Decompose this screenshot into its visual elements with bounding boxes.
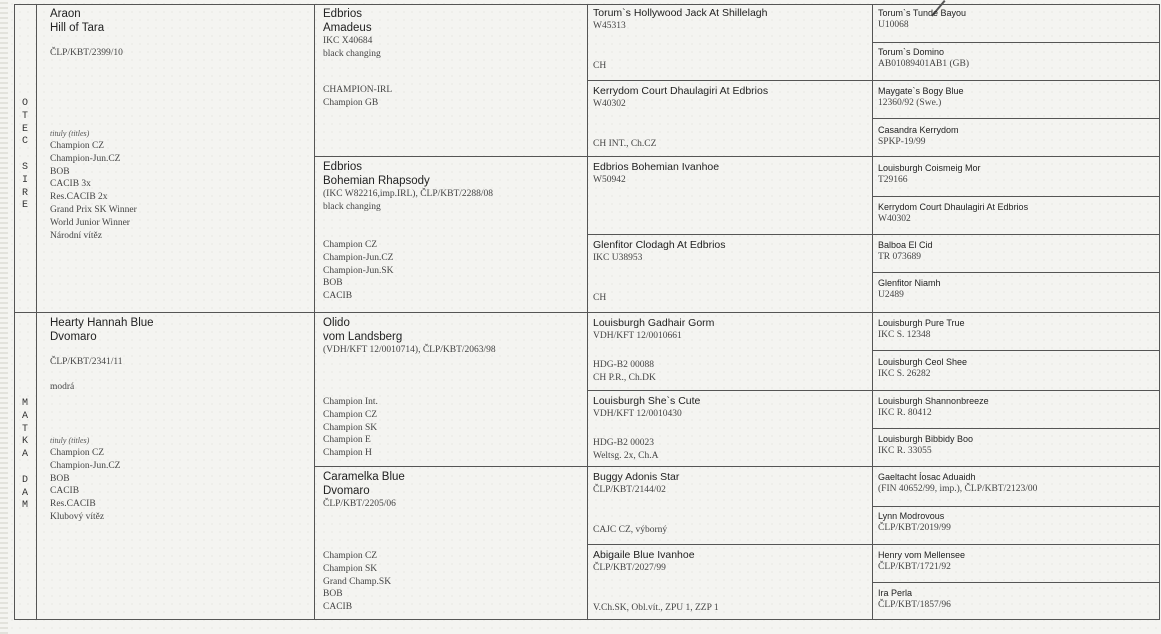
column-divider (36, 4, 37, 620)
dog-name: Edbrios Bohemian Ivanhoe (593, 161, 720, 173)
title-line: HDG-B2 00023 (593, 438, 654, 449)
ancestor-cell (878, 85, 1156, 110)
title-line: Champion CZ (50, 141, 105, 151)
row-divider (587, 390, 1160, 391)
row-divider (872, 42, 1160, 43)
title-line: CACIB 3x (50, 179, 91, 190)
row-divider (872, 582, 1160, 583)
title-line: Champion SK (323, 563, 378, 574)
dog-reg: IKC R. 80412 (878, 408, 932, 418)
great-grandparent-cell (593, 161, 869, 231)
great-grandparent-cell (593, 471, 869, 541)
dog-reg: ČLP/KBT/2027/99 (593, 563, 666, 573)
title-line: CACIB (323, 602, 353, 613)
column-divider (314, 4, 315, 620)
left-edge-decoration (0, 0, 8, 634)
dog-reg: VDH/KFT 12/0010661 (593, 331, 682, 341)
ancestor-cell (878, 239, 1156, 264)
dog-info: IKC X40684 (323, 36, 373, 46)
dog-reg: TR 073689 (878, 252, 922, 262)
title-line: BOB (323, 278, 343, 289)
grandparent-cell (323, 8, 583, 152)
dog-name: Kerrydom Court Dhaulagiri At Edbrios (593, 85, 769, 97)
title-line: Weltsg. 2x, Ch.A (593, 451, 659, 462)
dog-reg: W40302 (593, 99, 626, 109)
title-line: Champion H (323, 448, 372, 459)
dog-reg: IKC U38953 (593, 253, 643, 263)
row-divider (314, 156, 1160, 157)
dog-reg: ČLP/KBT/2019/99 (878, 523, 951, 533)
dog-name: Casandra Kerrydom (878, 125, 959, 135)
column-divider (872, 4, 873, 620)
dog-name: Louisburgh Ceol Shee (878, 357, 968, 367)
titles-label: tituly (titles) (50, 436, 90, 445)
title-line: CH INT., Ch.CZ (593, 139, 657, 150)
title-line: Champion CZ (323, 409, 378, 420)
dog-reg: 12360/92 (Swe.) (878, 98, 942, 108)
sire-reg: ČLP/KBT/2399/10 (50, 48, 123, 58)
ancestor-cell (878, 471, 1156, 496)
dog-reg: U10068 (878, 20, 909, 30)
title-line: Champion CZ (323, 551, 378, 561)
titles-label: tituly (titles) (50, 129, 90, 138)
title-line: CACIB (323, 291, 353, 302)
sire-side-label: O T E C S I R E (21, 98, 28, 212)
sire-name-line2: Hill of Tara (50, 21, 105, 34)
dog-name: Ira Perla (878, 588, 913, 598)
dog-reg: SPKP-19/99 (878, 137, 926, 147)
grandparent-cell (323, 317, 583, 463)
dog-reg: IKC S. 26282 (878, 369, 931, 379)
dog-name: Gaeltacht Íosac Aduaidh (878, 472, 976, 482)
dog-info: (VDH/KFT 12/0010714), ČLP/KBT/2063/98 (323, 345, 496, 355)
dog-name: Dvomaro (323, 484, 370, 497)
dog-name: Olido (323, 317, 350, 329)
dog-name: Lynn Modrovous (878, 511, 945, 521)
row-divider (587, 80, 1160, 81)
dog-name: Glenfitor Clodagh At Edbrios (593, 239, 726, 251)
ancestor-cell (878, 46, 1156, 71)
title-line: HDG-B2 00088 (593, 360, 654, 371)
dog-reg: ČLP/KBT/1721/92 (878, 562, 951, 572)
ancestor-cell (878, 510, 1156, 535)
row-divider (872, 350, 1160, 351)
dog-name: Louisburgh Coismeig Mor (878, 163, 981, 173)
title-line: V.Ch.SK, Obl.vít., ZPU 1, ZZP 1 (593, 603, 719, 614)
great-grandparent-cell (593, 395, 869, 465)
dog-reg: T29166 (878, 175, 908, 185)
title-line: CAJC CZ, výborný (593, 525, 668, 536)
dam-reg: ČLP/KBT/2341/11 (50, 357, 123, 367)
row-divider (872, 196, 1160, 197)
dog-reg: IKC R. 33055 (878, 446, 932, 456)
title-line: Champion-Jun.CZ (50, 153, 121, 164)
ancestor-cell (878, 549, 1156, 574)
title-line: CH P.R., Ch.DK (593, 373, 656, 384)
dog-info: (IKC W82216,imp.IRL), ČLP/KBT/2288/08 (323, 189, 494, 199)
title-line: Champion CZ (323, 240, 378, 250)
great-grandparent-cell (593, 239, 869, 309)
row-divider (587, 544, 1160, 545)
title-line: Národní vítěz (50, 230, 102, 241)
title-line: Champion GB (323, 97, 379, 108)
row-divider (872, 272, 1160, 273)
row-divider (872, 506, 1160, 507)
dam-color: modrá (50, 381, 75, 392)
ancestor-cell (878, 162, 1156, 187)
ancestor-cell (878, 317, 1156, 342)
dog-reg: U2489 (878, 290, 904, 300)
ancestor-cell (878, 395, 1156, 420)
dog-reg: (FIN 40652/99, imp.), ČLP/KBT/2123/00 (878, 484, 1038, 494)
dam-side-label: M A T K A D A M (21, 398, 28, 512)
title-line: Res.CACIB 2x (50, 192, 108, 203)
dog-name: Henry vom Mellensee (878, 550, 966, 560)
ancestor-cell (878, 201, 1156, 226)
title-line: Champion-Jun.SK (323, 265, 394, 276)
row-divider (872, 118, 1160, 119)
dog-name: Torum`s Hollywood Jack At Shillelagh (593, 7, 768, 19)
title-line: Champion Int. (323, 397, 378, 407)
row-divider (587, 234, 1160, 235)
dam-name-line1: Hearty Hannah Blue (50, 317, 154, 329)
title-line: CHAMPION-IRL (323, 85, 393, 95)
dog-name: Abigaile Blue Ivanhoe (593, 549, 695, 561)
dog-reg: AB01089401AB1 (GB) (878, 59, 970, 69)
great-grandparent-cell (593, 317, 869, 387)
dog-reg: VDH/KFT 12/0010430 (593, 409, 682, 419)
dog-reg: ČLP/KBT/2144/02 (593, 485, 666, 495)
grandparent-cell (323, 471, 583, 617)
dog-name: Louisburgh She`s Cute (593, 395, 701, 407)
sire-name-line1: Araon (50, 8, 81, 20)
great-grandparent-cell (593, 85, 869, 155)
title-line: Champion SK (323, 422, 378, 433)
dam-cell (50, 317, 310, 617)
row-divider (314, 466, 1160, 467)
dog-info: black changing (323, 201, 381, 212)
dog-name: Maygate`s Bogy Blue (878, 86, 964, 96)
dog-name: Glenfitor Niamh (878, 278, 941, 288)
title-line: BOB (323, 589, 343, 600)
dog-name: Louisburgh Gadhair Gorm (593, 317, 715, 329)
dog-name: Balboa El Cid (878, 240, 933, 250)
title-line: CH (593, 293, 607, 304)
dog-name: Louisburgh Shannonbreeze (878, 396, 989, 406)
ancestor-cell (878, 433, 1156, 458)
ancestor-cell (878, 124, 1156, 149)
dog-reg: W45313 (593, 21, 626, 31)
sire-cell (50, 8, 310, 308)
great-grandparent-cell (593, 7, 869, 77)
dog-info: ČLP/KBT/2205/06 (323, 499, 396, 509)
dog-name: Buggy Adonis Star (593, 471, 680, 483)
dog-name: Louisburgh Bibbidy Boo (878, 434, 974, 444)
dog-reg: W50942 (593, 175, 626, 185)
title-line: BOB (50, 166, 70, 177)
row-divider (872, 428, 1160, 429)
ancestor-cell (878, 356, 1156, 381)
dog-name: Amadeus (323, 21, 372, 34)
dog-reg: W40302 (878, 214, 911, 224)
title-line: Champion CZ (50, 448, 105, 458)
dog-info: black changing (323, 48, 381, 59)
column-divider (587, 4, 588, 620)
dog-name: Edbrios (323, 161, 362, 173)
title-line: Champion-Jun.CZ (323, 252, 394, 263)
dog-name: Bohemian Rhapsody (323, 174, 430, 187)
dog-name: Torum`s Domino (878, 47, 945, 57)
dog-reg: IKC S. 12348 (878, 330, 931, 340)
title-line: Klubový vítěz (50, 511, 105, 522)
title-line: CACIB (50, 486, 80, 497)
title-line: BOB (50, 473, 70, 484)
ancestor-cell (878, 587, 1156, 612)
ancestor-cell (878, 7, 1156, 32)
dog-name: vom Landsberg (323, 330, 403, 343)
title-line: Grand Champ.SK (323, 576, 392, 587)
dog-name: Caramelka Blue (323, 471, 405, 483)
dog-name: Torum`s Tunde Bayou (878, 8, 967, 18)
title-line: Grand Prix SK Winner (50, 204, 137, 215)
dog-name: Edbrios (323, 8, 362, 20)
dog-name: Louisburgh Pure True (878, 318, 965, 328)
title-line: Champion-Jun.CZ (50, 460, 121, 471)
dog-name: Kerrydom Court Dhaulagiri At Edbrios (878, 202, 1029, 212)
great-grandparent-cell (593, 549, 869, 617)
title-line: Champion E (323, 435, 371, 446)
title-line: Res.CACIB (50, 499, 96, 510)
dog-reg: ČLP/KBT/1857/96 (878, 600, 951, 610)
ancestor-cell (878, 277, 1156, 302)
title-line: World Junior Winner (50, 217, 130, 228)
grandparent-cell (323, 161, 583, 309)
title-line: CH (593, 61, 607, 72)
dam-name-line2: Dvomaro (50, 330, 97, 343)
